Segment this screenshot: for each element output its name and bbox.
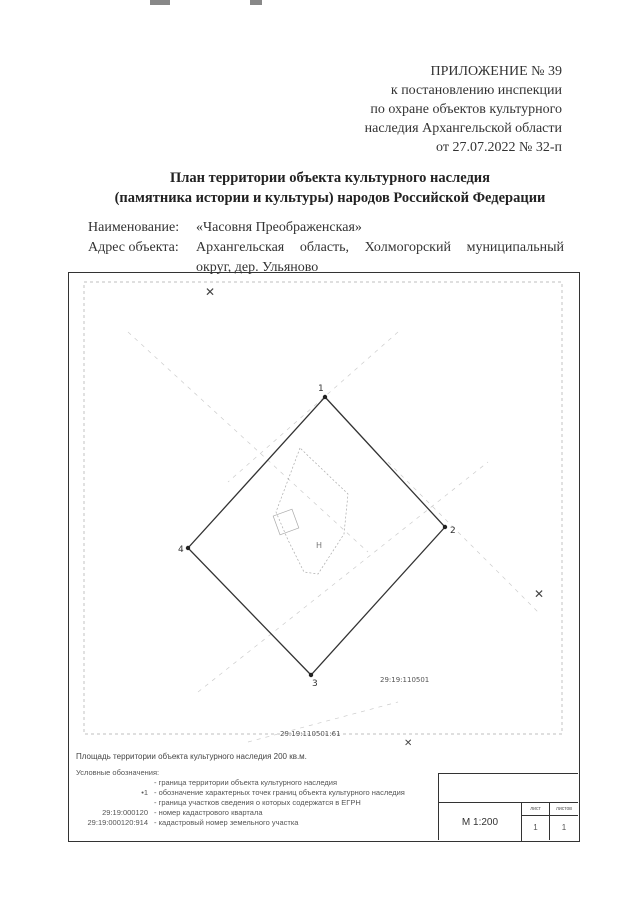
faint-line — [388, 462, 538, 612]
legend-item: •1 - обозначение характерных точек границ объекта культурного наследия — [141, 788, 405, 797]
point-label: 2 — [450, 526, 456, 536]
appendix-header — [302, 62, 562, 157]
inner-dashed-frame — [84, 282, 562, 734]
sheet-header: лист — [522, 802, 550, 816]
cross-mark-icon: ✕ — [205, 285, 216, 299]
appendix-number: ПРИЛОЖЕНИЕ № 39 — [430, 64, 562, 79]
boundary-point-3 — [309, 673, 313, 677]
boundary-point-2 — [443, 525, 447, 529]
parcel-number: 29:19:110501:61 — [280, 730, 341, 738]
title-line: (памятника истории и культуры) народов Российской Федерации — [114, 190, 546, 206]
point-label: 1 — [318, 384, 324, 394]
address-label: Адрес объекта: — [88, 240, 179, 255]
sheet-number: 1 — [522, 815, 550, 840]
plan-drawing — [68, 272, 578, 752]
title-line: План территории объекта культурного наследия — [169, 170, 490, 186]
scale-label: М 1:200 — [439, 802, 522, 841]
boundary-point-1 — [323, 395, 327, 399]
faint-line — [128, 332, 368, 552]
appendix-line: наследия Архангельской области — [364, 121, 562, 136]
legend — [76, 768, 405, 828]
area-note: Площадь территории объекта культурного наследия 200 кв.м. — [76, 752, 307, 761]
appendix-line: по охране объектов культурного — [370, 102, 562, 117]
title-block — [438, 773, 578, 840]
building-outline — [273, 509, 299, 535]
cross-mark-icon: ✕ — [534, 587, 545, 601]
document-title — [60, 168, 600, 208]
cross-mark-icon: ✕ — [404, 738, 413, 749]
legend-item: - граница участков сведения о которых содержатся в ЕГРН — [154, 798, 361, 807]
legend-item: 29:19:000120 - номер кадастрового квартала — [102, 808, 263, 817]
name-value: «Часовня Преображенская» — [196, 220, 362, 235]
point-label: 3 — [312, 679, 318, 689]
appendix-date: от 27.07.2022 № 32-п — [436, 140, 562, 155]
sheets-header: листов — [550, 802, 578, 816]
sheets-count: 1 — [561, 823, 567, 832]
heritage-boundary — [188, 397, 445, 675]
quarter-number: 29:19:110501 — [380, 676, 430, 684]
scan-mark — [250, 0, 262, 5]
object-info — [88, 218, 564, 278]
faint-line — [228, 332, 398, 482]
legend-title: Условные обозначения: — [76, 768, 160, 777]
object-label: Н — [316, 541, 323, 550]
legend-item: - граница территории объекта культурного наследия — [154, 778, 338, 787]
boundary-point-4 — [186, 546, 190, 550]
point-label: 4 — [178, 545, 184, 555]
scan-mark — [150, 0, 170, 5]
name-label: Наименование: — [88, 220, 180, 235]
faint-line — [198, 462, 488, 692]
legend-item: 29:19:000120:914 - кадастровый номер земельного участка — [87, 818, 299, 827]
address-value: Архангельская область, Холмогорский муниципальный округ, дер. Ульяново — [196, 240, 564, 275]
appendix-line: к постановлению инспекции — [390, 83, 562, 98]
